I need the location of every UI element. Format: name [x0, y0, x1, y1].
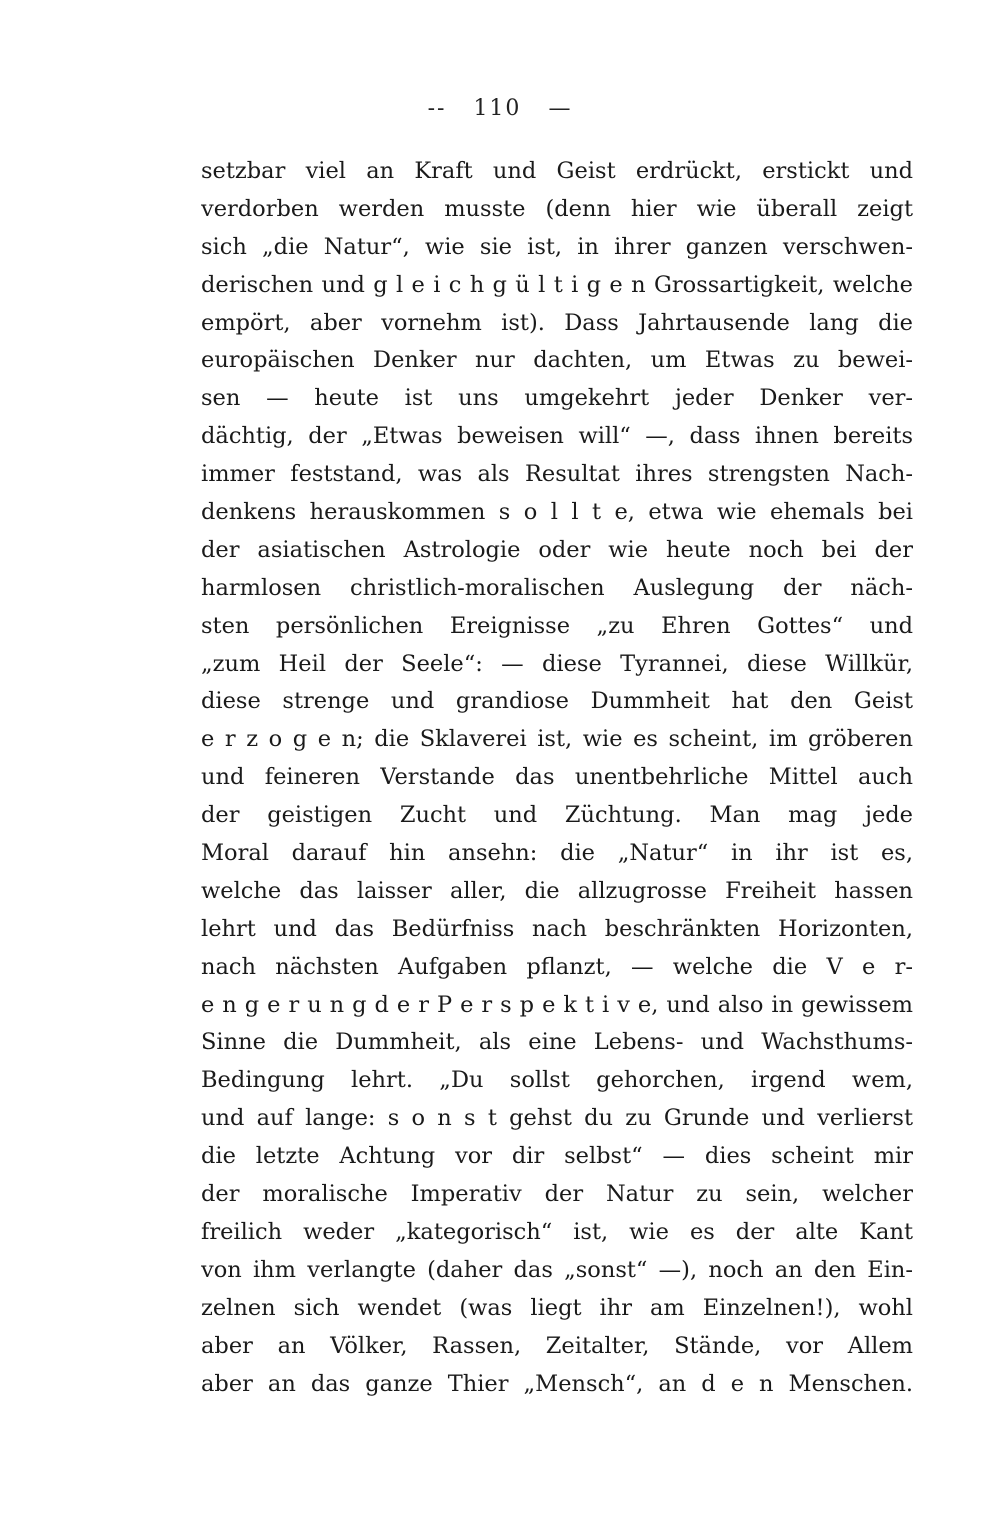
text-line: immer feststand, was als Resultat ihres strengsten Nach- [201, 461, 913, 488]
text-line: e r z o g e n; die Sklaverei ist, wie es scheint, im gröberen [201, 726, 913, 753]
text-line: die letzte Achtung vor dir selbst“ — dies scheint mir [201, 1143, 913, 1170]
page-number-right-dash: — [548, 96, 573, 121]
text-line: der moralische Imperativ der Natur zu sein, welcher [201, 1181, 913, 1208]
text-line: setzbar viel an Kraft und Geist erdrückt, erstickt und [201, 158, 913, 184]
text-line: zelnen sich wendet (was liegt ihr am Einzelnen!), wohl [201, 1294, 913, 1321]
text-line: welche das laisser aller, die allzugrosse Freiheit hassen [201, 877, 913, 904]
text-line: Moral darauf hin ansehn: die „Natur“ in ihr ist es, [201, 840, 913, 867]
text-line: aber an das ganze Thier „Mensch“, an d e n Menschen. [201, 1370, 913, 1397]
text-line: von ihm verlangte (daher das „sonst“ —), noch an den Ein- [201, 1256, 913, 1283]
page-number-header [0, 96, 1000, 121]
text-line: und feineren Verstande das unentbehrliche Mittel auch [201, 764, 913, 791]
page-number-left-dash: -- [427, 96, 447, 121]
text-line: Bedingung lehrt. „Du sollst gehorchen, irgend wem, [201, 1067, 913, 1094]
text-line: aber an Völker, Rassen, Zeitalter, Stände, vor Allem [201, 1332, 913, 1359]
text-line: lehrt und das Bedürfniss nach beschränkten Horizonten, [201, 915, 913, 942]
text-line: harmlosen christlich-moralischen Auslegung der näch- [201, 574, 913, 601]
page-number: 110 [473, 96, 522, 121]
text-line: nach nächsten Aufgaben pflanzt, — welche die V e r- [201, 953, 913, 980]
text-line: derischen und g l e i c h g ü l t i g e n Grossartigkeit, welche [201, 271, 913, 298]
text-line: sich „die Natur“, wie sie ist, in ihrer ganzen verschwen- [201, 233, 913, 260]
text-line: sen — heute ist uns umgekehrt jeder Denker ver- [201, 385, 913, 412]
text-line: Sinne die Dummheit, als eine Lebens- und Wachsthums- [201, 1029, 913, 1056]
body-text [201, 153, 913, 1403]
text-line: verdorben werden musste (denn hier wie überall zeigt [201, 195, 913, 222]
text-line: denkens herauskommen s o l l t e, etwa wie ehemals bei [201, 499, 913, 526]
text-line: empört, aber vornehm ist). Dass Jahrtausende lang die [201, 309, 913, 336]
text-line: freilich weder „kategorisch“ ist, wie es der alte Kant [201, 1218, 913, 1245]
text-line: „zum Heil der Seele“: — diese Tyrannei, diese Willkür, [201, 650, 913, 677]
text-line: dächtig, der „Etwas beweisen will“ —, dass ihnen bereits [201, 423, 913, 450]
text-line: europäischen Denker nur dachten, um Etwas zu bewei- [201, 347, 913, 374]
text-line: und auf lange: s o n s t gehst du zu Grunde und verlierst [201, 1105, 913, 1132]
text-line: der asiatischen Astrologie oder wie heute noch bei der [201, 536, 913, 563]
text-line: e n g e r u n g d e r P e r s p e k t i v e, und also in gewissem [201, 991, 913, 1018]
text-line: diese strenge und grandiose Dummheit hat den Geist [201, 688, 913, 715]
text-line: sten persönlichen Ereignisse „zu Ehren Gottes“ und [201, 612, 913, 639]
text-line: der geistigen Zucht und Züchtung. Man mag jede [201, 802, 913, 829]
